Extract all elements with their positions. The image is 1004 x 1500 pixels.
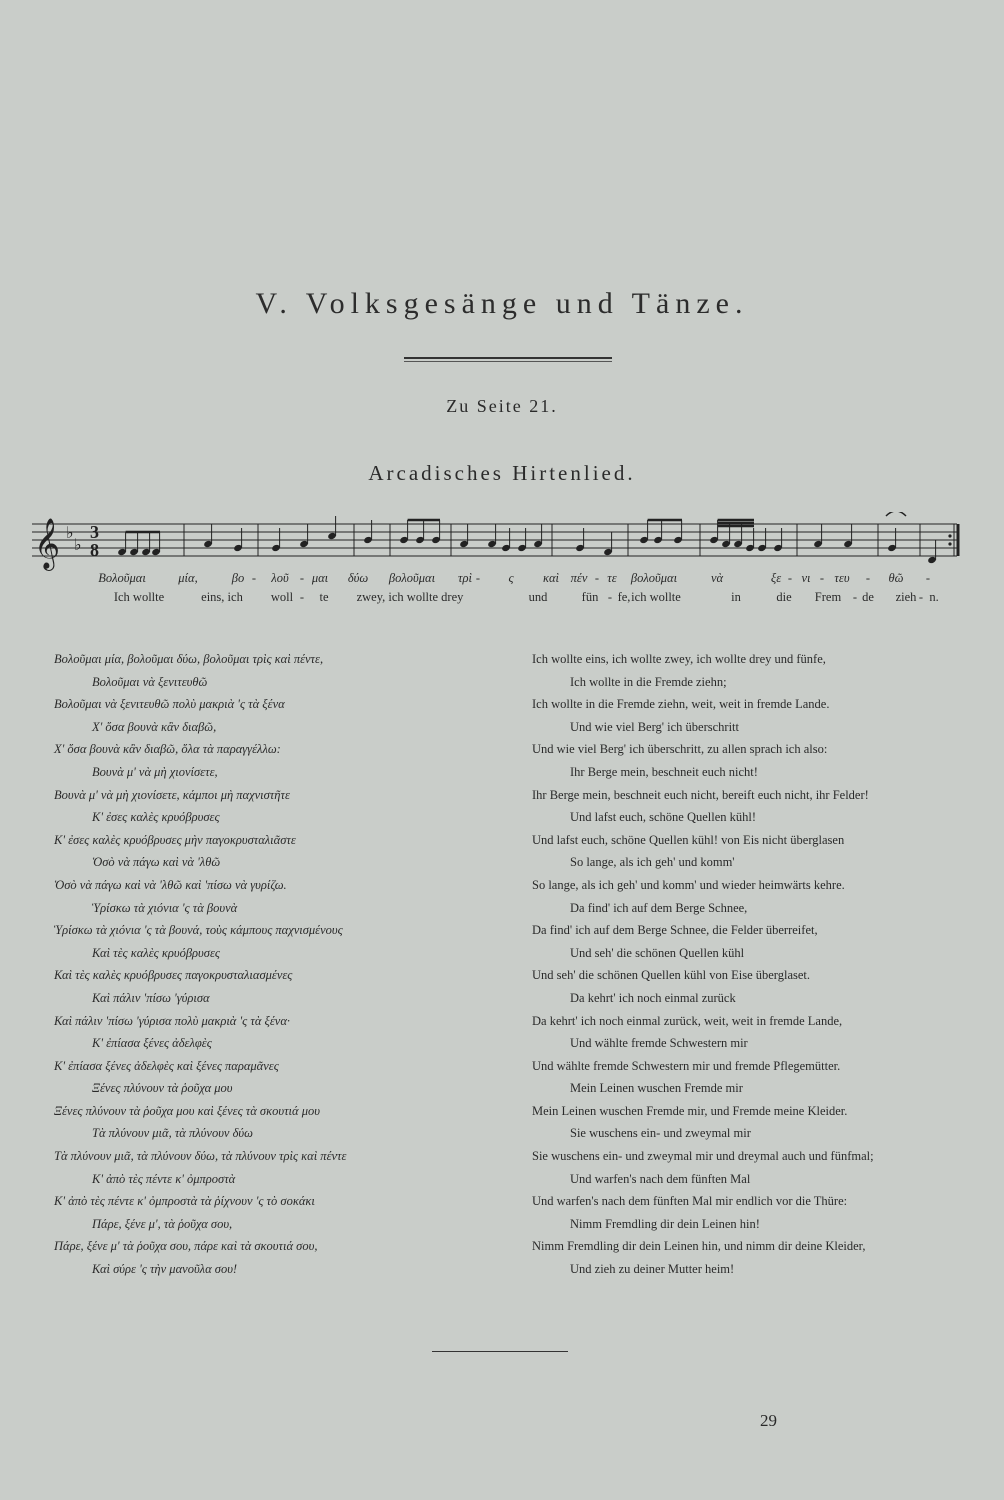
greek-syllable: καὶ (542, 571, 560, 585)
german-syllable: - (918, 590, 924, 604)
german-verse-line: Da kehrt' ich noch einmal zurück, weit, weit in fremde Lande, (532, 1013, 843, 1028)
german-syllable: - (607, 590, 613, 604)
german-verse-line: Und lafst euch, schöne Quellen kühl! (570, 810, 757, 825)
treble-clef-icon: 𝄞 (34, 518, 61, 569)
greek-verse-line: Ὑρίσκω τὰ χιόνια 'ς τὰ βουνά, τοὺς κάμπους παχνισμένους (54, 923, 343, 938)
greek-syllable: - (299, 571, 305, 585)
german-syllable: in (731, 590, 741, 604)
greek-syllable: - (865, 571, 871, 585)
greek-verse-line: Ξένες πλύνουν τὰ ῥοῦχα μου (92, 1081, 233, 1096)
german-verse-line: Und lafst euch, schöne Quellen kühl! von Eis nicht überglasen (532, 832, 845, 847)
german-verse-line: Ich wollte in die Fremde ziehn, weit, weit in fremde Lande. (532, 697, 830, 712)
german-syllable: eins, ich (201, 590, 243, 604)
greek-syllable: τρὶ (458, 571, 472, 585)
greek-syllable: Βολοῦμαι (98, 571, 146, 585)
german-verse-line: Und wie viel Berg' ich überschritt (570, 719, 739, 734)
greek-verse-line: Ὁσὸ νὰ πάγω καὶ νὰ 'λθῶ καὶ 'πίσω νὰ γυρίζω. (54, 877, 287, 892)
german-verse-line: Nimm Fremdling dir dein Leinen hin! (570, 1216, 760, 1231)
greek-syllable: λοῦ (271, 571, 289, 585)
german-verse-line: Sie wuschens ein- und zweymal mir und dreymal auch und fünfmal; (532, 1149, 874, 1164)
greek-syllable: - (594, 571, 600, 585)
song-title: Arcadisches Hirtenlied. (368, 461, 636, 485)
greek-syllable: νι (801, 571, 811, 585)
greek-verse-line: Ὁσὸ νὰ πάγω καὶ νὰ 'λθῶ (92, 855, 221, 870)
greek-verse-line: Βολοῦμαι μία, βολοῦμαι δύω, βολοῦμαι τρὶς καὶ πέντε, (54, 652, 324, 666)
greek-syllable: μαι (311, 571, 329, 585)
greek-verse-line: Βολοῦμαι νὰ ξενιτευθῶ πολὺ μακριὰ 'ς τὰ ξένα (54, 697, 285, 712)
greek-syllable: νὰ (710, 571, 724, 585)
german-verse-line: Ich wollte eins, ich wollte zwey, ich wollte drey und fünfe, (532, 652, 826, 666)
title-rule (404, 357, 612, 359)
bottom-rule (432, 1351, 568, 1352)
german-verse-line: Ihr Berge mein, beschneit euch nicht! (570, 764, 758, 779)
german-syllable: woll (270, 590, 294, 604)
page-number: 29 (760, 1411, 777, 1430)
german-verse-line: So lange, als ich geh' und komm' (570, 855, 735, 870)
greek-syllable: βολοῦμαι (388, 571, 436, 585)
flat-icon: ♭ (74, 535, 82, 554)
greek-syllable: θῶ (888, 571, 904, 585)
greek-syllable: τε (607, 571, 617, 585)
greek-verse-line: Καὶ τὲς καλὲς κρυόβρυσες παγοκρυσταλιασμένες (54, 968, 293, 983)
german-syllable: - (299, 590, 305, 604)
german-syllable: Ich wollte (113, 590, 165, 604)
page-title: V. Volksgesänge und Tänze. (255, 287, 749, 320)
page-reference: Zu Seite 21. (446, 396, 558, 416)
greek-text-column (54, 648, 494, 1281)
greek-syllable: βο (231, 571, 245, 585)
greek-verse-line: Κ' ἐπίασα ξένες ἀδελφὲς καὶ ξένες παραμᾶνες (54, 1058, 279, 1073)
greek-syllable: - (787, 571, 793, 585)
german-syllable: ich wollte (631, 590, 681, 604)
greek-verse-line: Καὶ πάλιν 'πίσω 'γύρισα (92, 990, 210, 1005)
greek-verse-line: Κ' ἀπὸ τὲς πέντε κ' ὀμπροστὰ (92, 1171, 236, 1186)
german-verse-line: Und wie viel Berg' ich überschritt, zu allen sprach ich also: (532, 742, 828, 757)
greek-syllable: - (251, 571, 257, 585)
greek-syllable: - (925, 571, 931, 585)
german-syllable: Frem (814, 590, 842, 604)
german-verse-line: So lange, als ich geh' und komm' und wieder heimwärts kehre. (532, 877, 845, 892)
greek-syllable: βολοῦμαι (630, 571, 678, 585)
greek-verse-line: Κ' ἐπίασα ξένες ἀδελφὲς (92, 1036, 212, 1051)
greek-verse-line: Καὶ σύρε 'ς τὴν μανοῦλα σου! (92, 1262, 238, 1277)
greek-verse-line: Ὑρίσκω τὰ χιόνια 'ς τὰ βουνὰ (92, 900, 238, 915)
greek-verse-line: Τὰ πλύνουν μιᾶ, τὰ πλύνουν δύω, τὰ πλύνουν τρὶς καὶ πέντε (54, 1149, 347, 1164)
german-syllable: zwey, ich wollte drey (356, 590, 464, 604)
greek-verse-line: Τὰ πλύνουν μιᾶ, τὰ πλύνουν δύω (92, 1126, 253, 1141)
greek-syllable: πέν (570, 571, 588, 585)
greek-verse-line: Κ' ἐσες καλὲς κρυόβρυσες (92, 810, 220, 825)
greek-verse-line: Χ' ὅσα βουνὰ κἂν διαβῶ, ὅλα τὰ παραγγέλλω: (54, 742, 281, 757)
greek-syllable: - (475, 571, 481, 585)
german-syllable: fe, (617, 590, 631, 604)
greek-verse-line: Βουνὰ μ' νὰ μὴ χιονίσετε, κάμποι μὴ παχνιστῆτε (54, 787, 290, 802)
flat-icon: ♭ (66, 523, 74, 542)
greek-syllable: - (819, 571, 825, 585)
german-verse-line: Und wählte fremde Schwestern mir und fremde Pflegemütter. (532, 1058, 841, 1073)
german-syllable: te (319, 590, 329, 604)
greek-syllable: ς (508, 571, 514, 585)
german-verse-line: Und warfen's nach dem fünften Mal mir endlich vor die Thüre: (532, 1194, 848, 1209)
greek-syllable: δύω (347, 571, 369, 585)
greek-syllable: τευ (834, 571, 850, 585)
german-syllable: fün (581, 590, 599, 604)
time-signature-bottom: 8 (90, 540, 99, 560)
greek-verse-line: Ξένες πλύνουν τὰ ῥοῦχα μου καὶ ξένες τὰ σκουτιά μου (54, 1103, 320, 1118)
german-verse-line: Und seh' die schönen Quellen kühl von Eise überglaset. (532, 968, 811, 983)
german-verse-line: Und seh' die schönen Quellen kühl (570, 945, 745, 960)
german-syllable: zieh (895, 590, 917, 604)
greek-lyrics-line (0, 571, 1004, 587)
german-verse-line: Ich wollte in die Fremde ziehn; (570, 674, 727, 689)
german-syllable: und (528, 590, 548, 604)
german-syllable: n. (929, 590, 939, 604)
german-verse-line: Da kehrt' ich noch einmal zurück (570, 990, 736, 1005)
german-verse-line: Und zieh zu deiner Mutter heim! (570, 1262, 735, 1277)
greek-syllable: ξε (770, 571, 782, 585)
greek-verse-line: Πάρε, ξένε μ', τὰ ῥοῦχα σου, (92, 1216, 233, 1231)
greek-verse-line: Κ' ἀπὸ τὲς πέντε κ' ὀμπροστὰ τὰ ῥίχνουν 'ς τὸ σοκάκι (54, 1194, 315, 1209)
time-signature-top: 3 (90, 522, 99, 542)
greek-verse-line: Κ' ἐσες καλὲς κρυόβρυσες μὴν παγοκρυσταλιᾶστε (54, 832, 296, 847)
german-verse-line: Und warfen's nach dem fünften Mal (570, 1171, 751, 1186)
greek-verse-line: Χ' ὅσα βουνὰ κἂν διαβῶ, (92, 719, 217, 734)
greek-verse-line: Καὶ τὲς καλὲς κρυόβρυσες (92, 945, 220, 960)
german-lyrics-line (0, 590, 1004, 606)
greek-verse-line: Βουνὰ μ' νὰ μὴ χιονίσετε, (92, 764, 218, 779)
german-verse-line: Sie wuschens ein- und zweymal mir (570, 1126, 751, 1141)
german-verse-line: Mein Leinen wuschen Fremde mir, und Fremde meine Kleider. (532, 1103, 848, 1118)
german-syllable: die (776, 590, 792, 604)
german-verse-line: Nimm Fremdling dir dein Leinen hin, und nimm dir deine Kleider, (532, 1239, 866, 1254)
german-syllable: - (852, 590, 858, 604)
german-verse-line: Da find' ich auf dem Berge Schnee, die Felder überreifet, (532, 923, 818, 938)
greek-verse-line: Καὶ πάλιν 'πίσω 'γύρισα πολὺ μακριὰ 'ς τὰ ξένα· (54, 1013, 291, 1028)
german-text-column (532, 648, 982, 1281)
german-syllable: de (862, 590, 874, 604)
greek-syllable: μία, (178, 571, 198, 585)
german-verse-line: Da find' ich auf dem Berge Schnee, (570, 900, 748, 915)
german-verse-line: Und wählte fremde Schwestern mir (570, 1036, 748, 1051)
german-verse-line: Mein Leinen wuschen Fremde mir (570, 1081, 743, 1096)
music-staff (32, 512, 972, 574)
german-verse-line: Ihr Berge mein, beschneit euch nicht, bereift euch nicht, ihr Felder! (532, 787, 869, 802)
greek-verse-line: Πάρε, ξένε μ' τὰ ῥοῦχα σου, πάρε καὶ τὰ σκουτιά σου, (54, 1239, 318, 1254)
greek-verse-line: Βολοῦμαι νὰ ξενιτευθῶ (92, 674, 208, 689)
